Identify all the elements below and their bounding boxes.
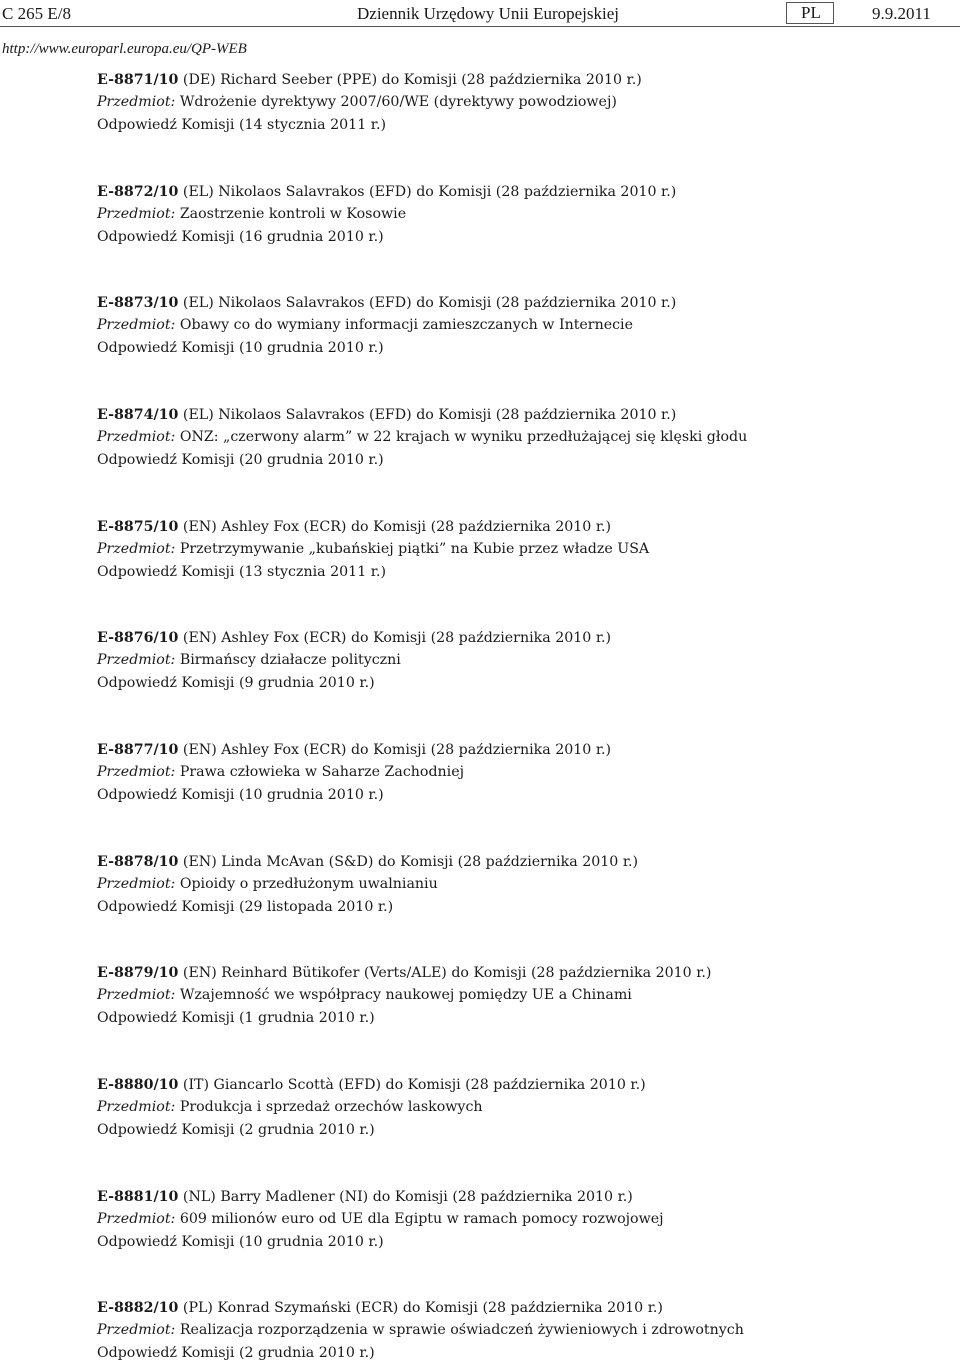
question-heading <box>97 181 947 203</box>
subject-label: Przedmiot: <box>97 541 176 558</box>
question-heading <box>97 1186 947 1208</box>
question-heading <box>97 739 947 761</box>
question-entry <box>97 1074 947 1141</box>
question-entry <box>97 69 947 136</box>
question-heading <box>97 1074 947 1096</box>
publication-date: 9.9.2011 <box>872 4 931 23</box>
question-author: (EN) Reinhard Bütikofer (Verts/ALE) do Komisji (28 października 2010 r.) <box>182 965 712 981</box>
question-reference: E-8882/10 <box>97 1300 179 1316</box>
question-subject: Realizacja rozporządzenia w sprawie oświadczeń żywieniowych i zdrowotnych <box>179 1322 744 1339</box>
question-subject: Birmańscy działacze polityczni <box>179 652 401 669</box>
question-entry <box>97 404 947 471</box>
commission-answer: Odpowiedź Komisji (16 grudnia 2010 r.) <box>97 228 384 245</box>
commission-answer: Odpowiedź Komisji (29 listopada 2010 r.) <box>97 898 394 915</box>
question-reference: E-8880/10 <box>97 1077 179 1093</box>
question-reference: E-8873/10 <box>97 295 179 311</box>
question-heading <box>97 516 947 538</box>
commission-answer: Odpowiedź Komisji (2 grudnia 2010 r.) <box>97 1344 375 1361</box>
commission-answer: Odpowiedź Komisji (20 grudnia 2010 r.) <box>97 451 384 468</box>
commission-answer: Odpowiedź Komisji (10 grudnia 2010 r.) <box>97 339 384 356</box>
header-divider <box>0 26 960 27</box>
question-subject: 609 milionów euro od UE dla Egiptu w ramach pomocy rozwojowej <box>179 1211 664 1228</box>
question-subject-line <box>97 761 947 783</box>
question-entry <box>97 292 947 359</box>
question-subject: Wzajemność we współpracy naukowej pomiędzy UE a Chinami <box>179 987 632 1004</box>
question-subject-line <box>97 91 947 113</box>
question-reference: E-8881/10 <box>97 1189 179 1205</box>
question-subject: Opioidy o przedłużonym uwalnianiu <box>179 876 438 893</box>
page-header <box>0 0 960 30</box>
question-author: (EN) Ashley Fox (ECR) do Komisji (28 października 2010 r.) <box>182 630 612 646</box>
question-subject-line <box>97 1319 947 1341</box>
question-author: (EL) Nikolaos Salavrakos (EFD) do Komisji (28 października 2010 r.) <box>182 184 677 200</box>
question-subject-line <box>97 649 947 671</box>
question-entry <box>97 627 947 694</box>
question-subject: Zaostrzenie kontroli w Kosowie <box>179 206 407 223</box>
question-reference: E-8872/10 <box>97 184 179 200</box>
subject-label: Przedmiot: <box>97 876 176 893</box>
subject-label: Przedmiot: <box>97 652 176 669</box>
question-reference: E-8879/10 <box>97 965 179 981</box>
commission-answer: Odpowiedź Komisji (2 grudnia 2010 r.) <box>97 1121 375 1138</box>
question-entry <box>97 851 947 918</box>
commission-answer: Odpowiedź Komisji (9 grudnia 2010 r.) <box>97 674 375 691</box>
subject-label: Przedmiot: <box>97 317 176 334</box>
question-subject-line <box>97 538 947 560</box>
question-subject: Obawy co do wymiany informacji zamieszczanych w Internecie <box>179 317 633 334</box>
question-subject: Produkcja i sprzedaż orzechów laskowych <box>179 1099 483 1116</box>
subject-label: Przedmiot: <box>97 987 176 1004</box>
subject-label: Przedmiot: <box>97 764 176 781</box>
source-url[interactable]: http://www.europarl.europa.eu/QP-WEB <box>2 41 247 57</box>
question-reference: E-8878/10 <box>97 854 179 870</box>
subject-label: Przedmiot: <box>97 429 176 446</box>
journal-title: Dziennik Urzędowy Unii Europejskiej <box>357 4 620 23</box>
question-subject-line <box>97 426 947 448</box>
question-reference: E-8875/10 <box>97 519 179 535</box>
commission-answer: Odpowiedź Komisji (14 stycznia 2011 r.) <box>97 116 386 133</box>
subject-label: Przedmiot: <box>97 1322 176 1339</box>
question-author: (DE) Richard Seeber (PPE) do Komisji (28 października 2010 r.) <box>182 72 642 88</box>
question-subject: Prawa człowieka w Saharze Zachodniej <box>179 764 464 781</box>
question-author: (EL) Nikolaos Salavrakos (EFD) do Komisji (28 października 2010 r.) <box>182 295 677 311</box>
question-heading <box>97 851 947 873</box>
question-subject-line <box>97 873 947 895</box>
question-reference: E-8877/10 <box>97 742 179 758</box>
subject-label: Przedmiot: <box>97 94 176 111</box>
question-heading <box>97 627 947 649</box>
question-subject-line <box>97 1096 947 1118</box>
question-author: (EN) Linda McAvan (S&D) do Komisji (28 października 2010 r.) <box>182 854 639 870</box>
language-badge: PL <box>786 2 834 24</box>
question-author: (IT) Giancarlo Scottà (EFD) do Komisji (28 października 2010 r.) <box>182 1077 646 1093</box>
subject-label: Przedmiot: <box>97 1099 176 1116</box>
question-reference: E-8874/10 <box>97 407 179 423</box>
question-author: (PL) Konrad Szymański (ECR) do Komisji (28 października 2010 r.) <box>182 1300 663 1316</box>
question-heading <box>97 69 947 91</box>
subject-label: Przedmiot: <box>97 1211 176 1228</box>
question-reference: E-8871/10 <box>97 72 179 88</box>
question-author: (NL) Barry Madlener (NI) do Komisji (28 października 2010 r.) <box>182 1189 633 1205</box>
question-heading <box>97 404 947 426</box>
question-subject-line <box>97 984 947 1006</box>
subject-label: Przedmiot: <box>97 206 176 223</box>
commission-answer: Odpowiedź Komisji (13 stycznia 2011 r.) <box>97 563 386 580</box>
commission-answer: Odpowiedź Komisji (1 grudnia 2010 r.) <box>97 1009 375 1026</box>
question-heading <box>97 1297 947 1319</box>
commission-answer: Odpowiedź Komisji (10 grudnia 2010 r.) <box>97 786 384 803</box>
question-subject-line <box>97 203 947 225</box>
question-author: (EN) Ashley Fox (ECR) do Komisji (28 października 2010 r.) <box>182 519 612 535</box>
question-subject: ONZ: „czerwony alarm” w 22 krajach w wyniku przedłużającej się klęski głodu <box>179 429 748 446</box>
question-subject: Wdrożenie dyrektywy 2007/60/WE (dyrektywy powodziowej) <box>179 94 617 111</box>
question-heading <box>97 292 947 314</box>
question-subject: Przetrzymywanie „kubańskiej piątki” na Kubie przez władze USA <box>179 541 650 558</box>
question-author: (EN) Ashley Fox (ECR) do Komisji (28 października 2010 r.) <box>182 742 612 758</box>
question-reference: E-8876/10 <box>97 630 179 646</box>
question-entry <box>97 962 947 1029</box>
question-entry <box>97 739 947 806</box>
question-entry <box>97 516 947 583</box>
question-subject-line <box>97 314 947 336</box>
question-author: (EL) Nikolaos Salavrakos (EFD) do Komisji (28 października 2010 r.) <box>182 407 677 423</box>
question-heading <box>97 962 947 984</box>
question-entry <box>97 1297 947 1364</box>
question-subject-line <box>97 1208 947 1230</box>
commission-answer: Odpowiedź Komisji (10 grudnia 2010 r.) <box>97 1233 384 1250</box>
page-reference: C 265 E/8 <box>2 4 71 23</box>
question-entry <box>97 1186 947 1253</box>
question-entry <box>97 181 947 248</box>
